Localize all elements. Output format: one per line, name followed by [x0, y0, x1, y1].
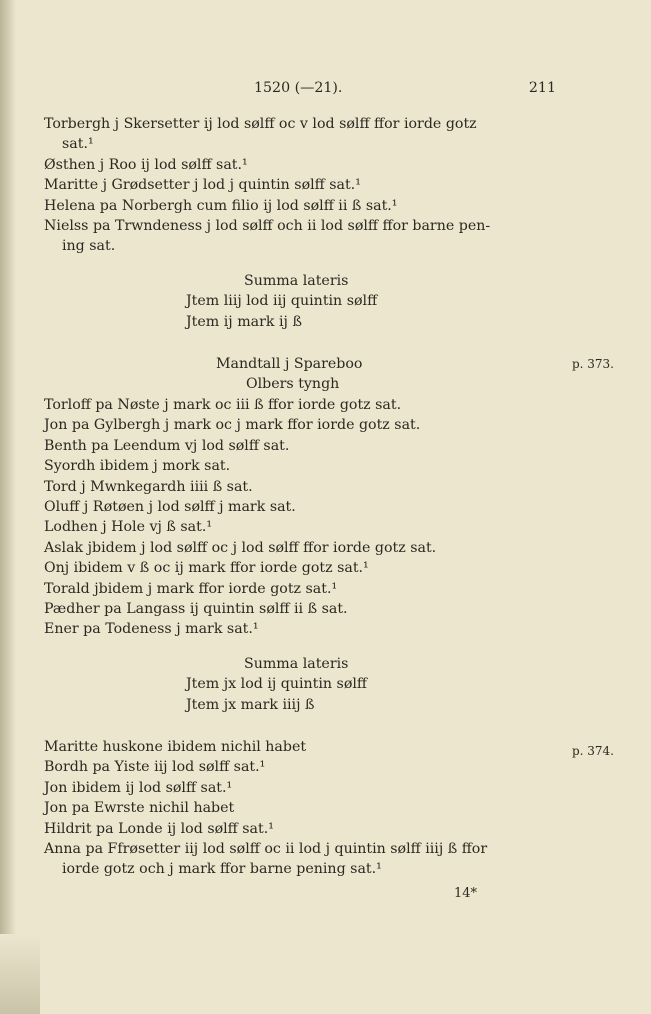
- section-subheading: Olbers tyngh: [246, 376, 340, 393]
- entry-line: Nielss pa Trwndeness j lod sølff och ii lod sølff ffor barne pen-: [44, 218, 491, 235]
- section-heading: Mandtall j Spareboo: [216, 356, 363, 373]
- entry-line: Jon ibidem ij lod sølff sat.¹: [44, 779, 233, 796]
- entry-line: Pædher pa Langass ij quintin sølff ii ß sat.: [44, 600, 348, 617]
- summa-title: Summa lateris: [244, 655, 349, 672]
- entry-line: Ener pa Todeness j mark sat.¹: [44, 621, 259, 638]
- entry-line: Østhen j Roo ij lod sølff sat.¹: [44, 156, 248, 173]
- signature-mark: 14*: [454, 885, 478, 901]
- entries-block-2: [44, 395, 564, 640]
- margin-page-ref: p. 374.: [571, 743, 614, 758]
- entry-line: Syordh ibidem j mork sat.: [44, 458, 231, 475]
- summa-title: Summa lateris: [244, 272, 349, 289]
- summa-item: Jtem liij lod iij quintin sølff: [186, 293, 378, 310]
- entry-line: Hildrit pa Londe ij lod sølff sat.¹: [44, 820, 274, 837]
- book-spine-shadow: [0, 0, 16, 1014]
- entry-line: sat.¹: [62, 136, 94, 153]
- summa-item: Jtem jx mark iiij ß: [186, 696, 315, 713]
- entry-line: ing sat.: [62, 238, 116, 255]
- entry-line: Tord j Mwnkegardh iiii ß sat.: [44, 478, 253, 495]
- entry-line: Torloff pa Nøste j mark oc iii ß ffor iorde gotz sat.: [44, 396, 402, 413]
- entry-line: Maritte huskone ibidem nichil habet: [44, 738, 307, 755]
- entry-line: Torald jbidem j mark ffor iorde gotz sat.¹: [44, 580, 338, 597]
- entry-line: Oluff j Røtøen j lod sølff j mark sat.: [44, 498, 296, 515]
- entry-line: Maritte j Grødsetter j lod j quintin sølff sat.¹: [44, 177, 361, 194]
- margin-page-ref: p. 373.: [571, 357, 614, 372]
- entry-line: Torbergh j Skersetter ij lod sølff oc v lod sølff ffor iorde gotz: [44, 116, 477, 132]
- entry-line: Anna pa Ffrøsetter iij lod sølff oc ii lod j quintin sølff iiij ß ffor: [44, 841, 488, 857]
- page-corner-shadow: [0, 934, 40, 1014]
- entries-block-3: [44, 737, 614, 880]
- entry-line: Lodhen j Hole vj ß sat.¹: [44, 519, 213, 536]
- entry-line: iorde gotz och j mark ffor barne pening sat.¹: [62, 861, 382, 878]
- entries-block-1: [44, 114, 564, 257]
- header-year: 1520 (—21).: [254, 80, 343, 96]
- entry-line: Benth pa Leendum vj lod sølff sat.: [44, 437, 290, 454]
- entry-line: Helena pa Norbergh cum filio ij lod sølff ii ß sat.¹: [44, 197, 398, 214]
- entry-line: Bordh pa Yiste iij lod sølff sat.¹: [44, 759, 266, 776]
- entry-line: Jon pa Ewrste nichil habet: [44, 800, 235, 817]
- entry-line: Onj ibidem v ß oc ij mark ffor iorde gotz sat.¹: [44, 560, 369, 577]
- entry-line: Aslak jbidem j lod sølff oc j lod sølff ffor iorde gotz sat.: [44, 539, 437, 556]
- running-header: [44, 78, 564, 100]
- entry-line: Jon pa Gylbergh j mark oc j mark ffor iorde gotz sat.: [44, 417, 421, 434]
- summa-item: Jtem jx lod ij quintin sølff: [186, 676, 367, 693]
- page-number: 211: [528, 80, 556, 96]
- document-page: [44, 78, 614, 904]
- summa-item: Jtem ij mark ij ß: [186, 313, 302, 330]
